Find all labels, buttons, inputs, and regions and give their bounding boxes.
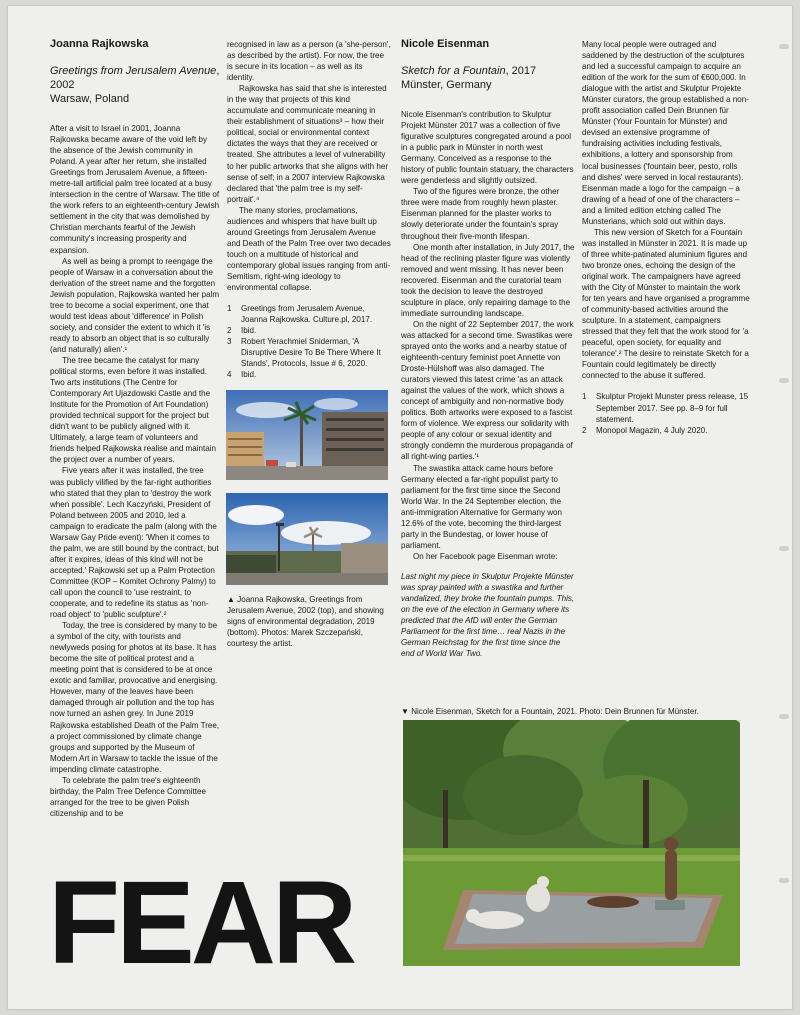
footnote: 1 Greetings from Jerusalem Avenue, Joanna Rajkowska. Culture.pl, 2017. <box>227 304 373 325</box>
paragraph: Nicole Eisenman's contribution to Skulptur Projekt Münster 2017 was a collection of five figurative sculptures congregated around a pool in a public park in Münster in north west Germany. Conceived as a response to the history of public fountain statuary, the characters were genderless and slightly outsized. <box>401 110 574 186</box>
left-caption: ▲ Joanna Rajkowska, Greetings from Jerusalem Avenue, 2002 (top), and showing signs of environmental degradation, 2019 (bottom). Photos: Marek Szczepański, courtesy the artist. <box>227 595 384 648</box>
page-title: FEAR <box>48 857 354 989</box>
photo-palm-tree-2002 <box>226 390 388 480</box>
work-place: Münster, Germany <box>401 79 492 91</box>
paragraph: On the night of 22 September 2017, the work was attacked for a second time. Swastikas were sprayed onto the works and a nearby statue of eighteenth-century feminist poet Annette von Droste-Hülshoff was also damaged. The curators viewed this latest crime 'as an attack against the values of the work, which shows a concept of ambiguity and non-normative body politics. Both artworks were exposed to a fascist form of violence. We express our solidarity with people of any colour or sexual identity and strongly condemn the murderous propaganda of all right-wing parties.'¹ <box>401 319 574 462</box>
right-caption: ▼ Nicole Eisenman, Sketch for a Fountain, 2021. Photo: Dein Brunnen für Münster. <box>401 707 699 716</box>
footnote: 4 Ibid. <box>227 370 257 380</box>
paragraph: On her Facebook page Eisenman wrote: <box>413 551 558 561</box>
facebook-quote: Last night my piece in Skulptur Projekte Münster was spray painted with a swastika and further vandalized, they broke the fountain pumps. This, on the eve of the election in Germany where its predicted that the AfD will enter the German Parliament for the first time… real Nazis in the German Reichstag for the first time since the end of World War Two. <box>401 571 575 659</box>
column-2 <box>227 39 391 380</box>
paragraph: The swastika attack came hours before Germany elected a far-right populist party to parliament for the first time since the Second World War. In the 24 September election, the anti-immigration Alternative for Germany won 12.6% of the vote, becoming the third-largest party in the Bundestag, or lower house of parliament. <box>401 463 563 550</box>
paragraph: Two of the figures were bronze, the other three were made from roughly hewn plaster. Eisenman planned for the plaster works to slowly deteriorate under the fountain's spray throughout their five-month lifespan. <box>401 187 560 241</box>
work-title-block <box>401 64 575 92</box>
palm-tree-2002-illustration <box>226 390 388 480</box>
column-1 <box>50 38 220 819</box>
column-4 <box>582 39 750 436</box>
paragraph: The tree became the catalyst for many political storms, even before it was installed. Two arts institutions (The Centre for Contemporary Art Ujazdowski Castle and the Institute for the Promotion of Art Foundation) provided technical support for the project but didn't want to be publicly aligned with it. Ultimately, a large team of volunteers and friends helped Rajkowska realise and maintain the project over a number of years. <box>50 355 216 465</box>
paragraph: Rajkowska has said that she is interested in the way that projects of this kind accumulate and communicate meaning in their establishment of situations³ – how their political, social or environmental context dictates the ways that they are received or treated. She attributes a level of vulnerability to her public artworks that she aligns with her sense of self; in a 2007 interview Rajkowska declared that 'the palm tree is my self-portrait'.⁴ <box>227 84 389 204</box>
punch-hole <box>779 44 789 49</box>
footnote: 3 Robert Yerachmiel Sniderman, 'A Disruptive Desire To Be There Where It Stands', Protocols, Issue # 6, 2020. <box>227 337 381 369</box>
punch-hole <box>779 878 789 883</box>
paragraph: After a visit to Israel in 2001, Joanna Rajkowska became aware of the void left by the absence of the Jewish community in Poland. A year after her return, she installed Greetings from Jerusalem Avenue, a fifteen-metre-tall artificial palm tree located at a busy intersection in the centre of Warsaw. The title of the work refers to an eighteenth-century Jewish settlement in the city that was demolished by Christian merchants fearful of the Jewish community's increasing prosperity and expansion. <box>50 124 220 255</box>
author-name: Joanna Rajkowska <box>50 38 149 50</box>
paragraph: To celebrate the palm tree's eighteenth birthday, the Palm Tree Defence Committee arranged for the tree to be given Polish citizenship and to be <box>50 775 206 818</box>
work-title: Greetings from Jerusalem Avenue <box>50 65 217 77</box>
punch-hole <box>779 546 789 551</box>
footnote: 2 Ibid. <box>227 326 257 336</box>
page <box>8 6 792 1009</box>
work-title: Sketch for a Fountain <box>401 65 506 77</box>
paragraph: As well as being a prompt to reengage the people of Warsaw in a conversation about the derivation of the street name and the forgotten Jewish population, Rajkowska wanted her palm tree to become a social experiment, one that would test ideas about 'difference' in Polish society, and consider the extent to which it 'is ready to absorb an object that is so culturally (and naturally) alien'.¹ <box>50 256 220 354</box>
work-title-block <box>50 64 220 106</box>
palm-tree-2019-illustration <box>226 493 388 585</box>
paragraph: This new version of Sketch for a Fountain was installed in Münster in 2021. It is made up of three white-patinated aluminium figures and two bronze ones, echoing the design of the original work. The campaigners have agreed with the City of Münster to maintain the work for ten years and have organised a programme of community-based activities around the sculpture. In a statement, campaigners stressed that they felt that the work stood for 'a peaceful, open society, for equality and tolerance'.² The desire to reinstate Sketch for a Fountain could legitimately be directly connected to the abuse it suffered. <box>582 227 750 381</box>
punch-hole <box>779 378 789 383</box>
paragraph: Today, the tree is considered by many to be a symbol of the city, with tourists and newlyweds posing for photos at its base. It has become the site of political protest and a meeting point that is considered to be at once exotic and familiar, provocative and energising. However, many of the leaves have been damaged through air pollution and the top has now turned an ashen grey. In June 2019 Rajkowska established Death of the Palm Tree, a project commissioned by climate change groups and supported by the Museum of Modern Art in Warsaw to tackle the issue of the impending climate catastrophe. <box>50 621 220 774</box>
column-3 <box>401 38 575 659</box>
punch-hole <box>779 714 789 719</box>
footnote: 1 Skulptur Projekt Munster press release, 15 September 2017. See pp. 8–9 for full statement. <box>582 392 749 424</box>
paragraph: Five years after it was installed, the tree was publicly vilified by the far-right authorities who stated that they plan to 'destroy the work when possible'. Lech Kaczyński, President of Poland between 2005 and 2010, led a campaign to eradicate the palm (along with the Warsaw Gay Pride event): 'When it comes to the palm, we are still bound by the contract, but after it expires, ideas of this kind will not be accepted.' Rajkowski set up a Palm Protection Committee (KOP – Komitet Ochrony Palmy) to call upon the council to 'use restraint, to cooperate, and to redefine its status as 'non-road object' to 'public sculpture'.² <box>50 466 219 620</box>
paragraph: recognised in law as a person (a 'she-person', as described by the artist). For now, the tree is secure in its location – as well as its identity. <box>227 40 391 83</box>
paragraph: The many stories, proclamations, audiences and whispers that have built up around Greetings from Jerusalem Avenue and Death of the Palm Tree over two decades touch on a multitude of historical and contemporary global issues ranging from anti-Semitism, right-wing ideology to environmental collapse. <box>227 205 391 293</box>
photo-fountain <box>403 720 740 966</box>
paragraph: Many local people were outraged and saddened by the destruction of the sculptures and led a successful campaign to acquire an edition of the work for the sum of €600,000. In dialogue with the artist and Skulptur Projekte Münster curators, the group established a non-profit association called Dein Brunnen für Münster (Your Fountain for Münster) and devised an extensive programme of fundraising activities including festivals, exhibitions, a lottery and sponsorship from local businesses ('fountain beer, pesto, rolls and dishes' were served in local restaurants). Eisenman made a logo for the campaign – a drawing of a head of one of the characters – and a limited edition etching called The Munsterians, which sold out within days. <box>582 40 749 226</box>
paragraph: One month after installation, in July 2017, the head of the reclining plaster figure was violently removed and went missing. It has never been recovered. Eisenman and the curatorial team took the decision to leave the destroyed sculpture in place, only repairing damage to the immediate surrounding landscape. <box>401 242 575 318</box>
fountain-illustration <box>403 720 740 966</box>
work-year: , 2017 <box>505 65 537 77</box>
work-place: Warsaw, Poland <box>50 93 130 105</box>
photo-palm-tree-2019 <box>226 493 388 585</box>
work-year: , 2002 <box>50 65 220 91</box>
author-name: Nicole Eisenman <box>401 38 490 50</box>
footnote: 2 Monopol Magazin, 4 July 2020. <box>582 425 708 435</box>
